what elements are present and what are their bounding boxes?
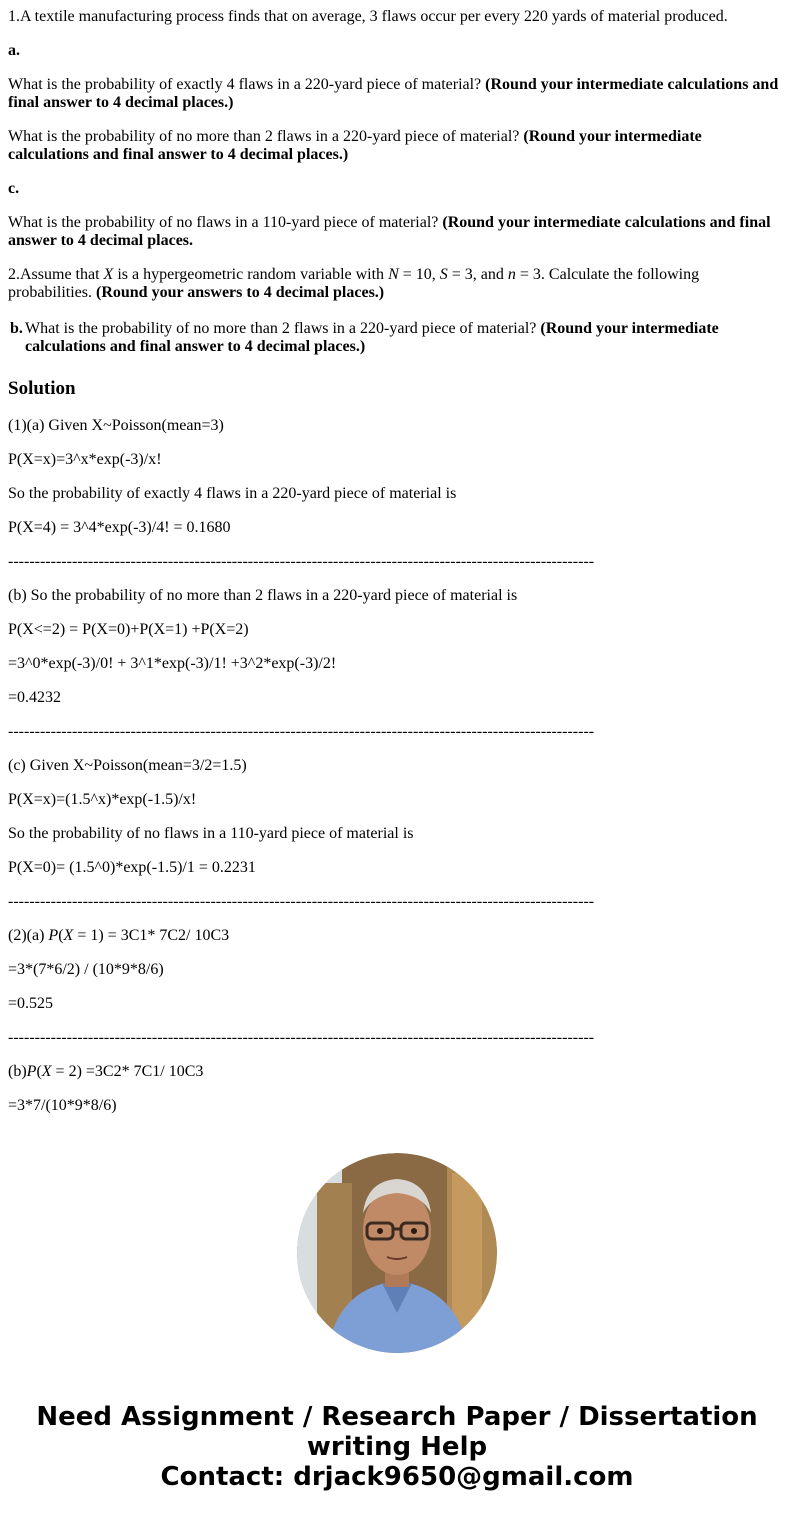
solution-line: (b) So the probability of no more than 2 flaws in a 220-yard piece of material is <box>8 587 518 604</box>
solution-line: =0.4232 <box>8 689 62 706</box>
solution-line: (1)(a) Given X~Poisson(mean=3) <box>8 417 224 434</box>
solution-line: P(X<=2) = P(X=0)+P(X=1) +P(X=2) <box>8 621 249 638</box>
part-a-label: a. <box>8 42 20 59</box>
part-c-label: c. <box>8 180 20 197</box>
solution-line: P(X=x)=3^x*exp(-3)/x! <box>8 451 162 468</box>
solution-line: =3^0*exp(-3)/0! + 3^1*exp(-3)/1! +3^2*exp(-3)/2! <box>8 655 337 672</box>
question-c: What is the probability of no flaws in a 110-yard piece of material? (Round your intermediate calculations and final answer to 4 decimal places. <box>8 214 771 249</box>
solution-line: =3*7/(10*9*8/6) <box>8 1097 117 1114</box>
solution-line: =0.525 <box>8 995 54 1012</box>
solution-line: (c) Given X~Poisson(mean=3/2=1.5) <box>8 757 247 774</box>
divider: -------------------------------------------------------------------------------------------------------------- <box>8 723 595 740</box>
footer-line: Need Assignment / Research Paper / Dissertation <box>36 1402 758 1432</box>
solution-line: So the probability of no flaws in a 110-yard piece of material is <box>8 825 414 842</box>
footer-line: writing Help <box>306 1432 488 1462</box>
divider: -------------------------------------------------------------------------------------------------------------- <box>8 553 595 570</box>
solution-line: (2)(a) P(X = 1) = 3C1* 7C2/ 10C3 <box>8 927 230 944</box>
divider: -------------------------------------------------------------------------------------------------------------- <box>8 893 595 910</box>
solution-line: P(X=4) = 3^4*exp(-3)/4! = 0.1680 <box>8 519 231 536</box>
divider: -------------------------------------------------------------------------------------------------------------- <box>8 1029 595 1046</box>
solution-line: =3*(7*6/2) / (10*9*8/6) <box>8 961 164 978</box>
author-avatar <box>297 1153 497 1353</box>
author-portrait-icon <box>297 1153 497 1353</box>
solution-line: So the probability of exactly 4 flaws in a 220-yard piece of material is <box>8 485 457 502</box>
solution-heading: Solution <box>8 378 76 399</box>
problem-2-intro: 2.Assume that X is a hypergeometric random variable with N = 10, S = 3, and n = 3. Calculate the following probabilities. (Round your answers to 4 decimal places.) <box>8 266 700 301</box>
part-b-label: b. <box>10 320 23 337</box>
solution-line: (b)P(X = 2) =3C2* 7C1/ 10C3 <box>8 1063 204 1080</box>
footer-ad <box>0 1402 794 1492</box>
question-a: What is the probability of exactly 4 flaws in a 220-yard piece of material? (Round your intermediate calculations and final answer to 4 decimal places.) <box>8 76 779 111</box>
footer-contact: Contact: drjack9650@gmail.com <box>160 1462 634 1492</box>
solution-line: P(X=0)= (1.5^0)*exp(-1.5)/1 = 0.2231 <box>8 859 256 876</box>
solution-line: P(X=x)=(1.5^x)*exp(-1.5)/x! <box>8 791 197 808</box>
problem-1-intro: 1.A textile manufacturing process finds that on average, 3 flaws occur per every 220 yards of material produced. <box>8 8 728 25</box>
question-b: What is the probability of no more than 2 flaws in a 220-yard piece of material? (Round your intermediate calculations and final answer to 4 decimal places.) <box>8 128 702 163</box>
question-2b-text: What is the probability of no more than 2 flaws in a 220-yard piece of material? (Round your intermediate calculations and final answer to 4 decimal places.) <box>25 320 719 355</box>
